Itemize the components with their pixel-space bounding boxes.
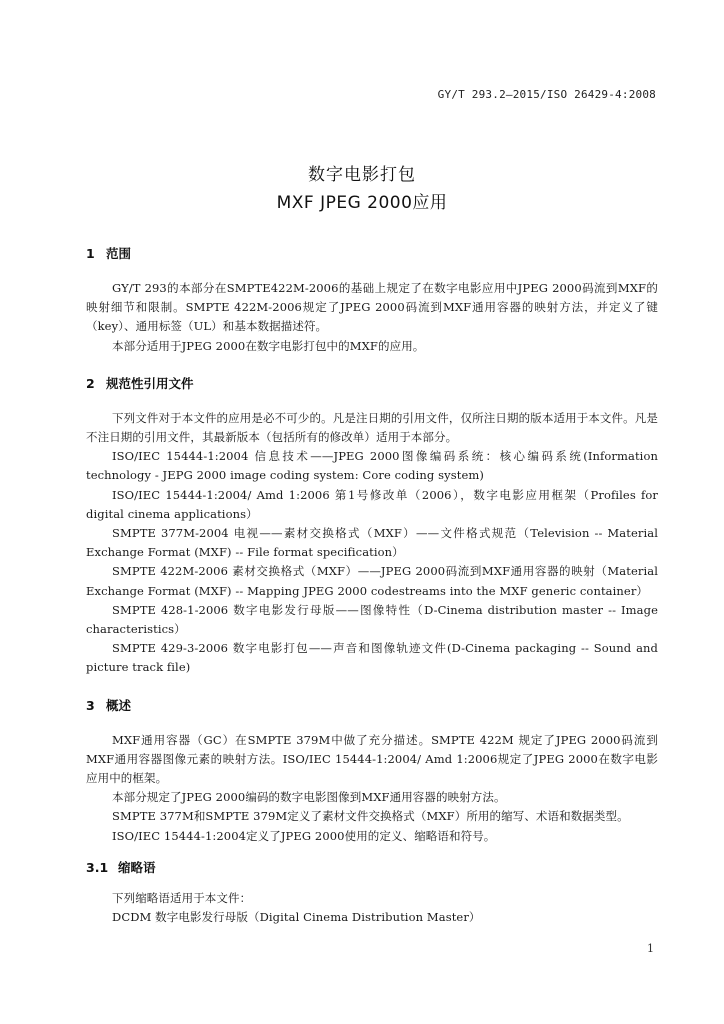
paragraph: MXF通用容器（GC）在SMPTE 379M中做了充分描述。SMPTE 422M 规定了JPEG 2000码流到MXF通用容器图像元素的映射方法。ISO/IEC 15444-1:2004/ Amd 1:2006规定了JPEG 2000在数字电影应用中的框架。 — [86, 732, 658, 786]
paragraph: 本部分适用于JPEG 2000在数字电影打包中的MXF的应用。 — [112, 338, 425, 353]
section-heading-scope — [86, 244, 658, 263]
section-title: 缩略语 — [118, 859, 156, 875]
paragraph: ISO/IEC 15444-1:2004定义了JPEG 2000使用的定义、缩略语和符号。 — [112, 828, 496, 843]
reference-entry: ISO/IEC 15444-1:2004/ Amd 1:2006 第1号修改单（2006），数字电影应用框架（Profiles for digital cinema applications） — [86, 487, 658, 521]
section-title: 范围 — [106, 246, 132, 261]
section-title: 规范性引用文件 — [106, 375, 194, 391]
page-number: 1 — [647, 942, 654, 955]
paragraph: 本部分规定了JPEG 2000编码的数字电影图像到MXF通用容器的映射方法。 — [112, 790, 506, 805]
section-number: 3 — [86, 697, 95, 713]
paragraph: 下列文件对于本文件的应用是必不可少的。凡是注日期的引用文件，仅所注日期的版本适用于本文件。凡是不注日期的引用文件，其最新版本（包括所有的修改单）适用于本部分。 — [86, 410, 658, 445]
document-body — [86, 244, 658, 927]
reference-entry: SMPTE 428-1-2006 数字电影发行母版——图像特性（D-Cinema distribution master -- Image characteristics） — [86, 602, 658, 637]
paragraph: 下列缩略语适用于本文件： — [112, 890, 252, 905]
reference-entry: SMPTE 377M-2004 电视——素材交换格式（MXF）——文件格式规范（Television -- Material Exchange Format (MXF) -- File format specification） — [86, 526, 658, 560]
paragraph: SMPTE 377M和SMPTE 379M定义了素材文件交换格式（MXF）所用的缩写、术语和数据类型。 — [112, 809, 629, 824]
section-heading-overview — [86, 696, 658, 715]
section-title: 概述 — [106, 697, 132, 713]
section-heading-abbreviations — [86, 858, 658, 877]
section-number: 3.1 — [86, 859, 109, 875]
document-title: 数字电影打包 — [308, 165, 416, 185]
paragraph: GY/T 293的本部分在SMPTE422M-2006的基础上规定了在数字电影应用中JPEG 2000码流到MXF的映射细节和限制。SMPTE 422M-2006规定了JPEG 2000码流到MXF通用容器的映射方法，并定义了键（key）、通用标签（UL）和基本数据描述符。 — [86, 281, 658, 334]
section-heading-normative-references — [86, 374, 658, 393]
reference-entry: SMPTE 429-3-2006 数字电影打包——声音和图像轨迹文件(D-Cinema packaging -- Sound and picture track file) — [86, 641, 658, 675]
section-number: 1 — [86, 246, 95, 261]
document-subtitle: MXF JPEG 2000应用 — [276, 193, 448, 213]
reference-entry: SMPTE 422M-2006 素材交换格式（MXF）——JPEG 2000码流到MXF通用容器的映射（Material Exchange Format (MXF) -- Mapping JPEG 2000 codestreams into the MXF generic container） — [86, 564, 658, 598]
abbreviation-entry: DCDM 数字电影发行母版（Digital Cinema Distribution Master） — [112, 910, 481, 925]
reference-entry: ISO/IEC 15444-1:2004 信息技术——JPEG 2000图像编码系统：核心编码系统(Information technology - JEPG 2000 image coding system: Core coding system) — [86, 449, 658, 483]
standard-code: GY/T 293.2—2015/ISO 26429-4:2008 — [437, 88, 656, 101]
section-number: 2 — [86, 375, 95, 391]
